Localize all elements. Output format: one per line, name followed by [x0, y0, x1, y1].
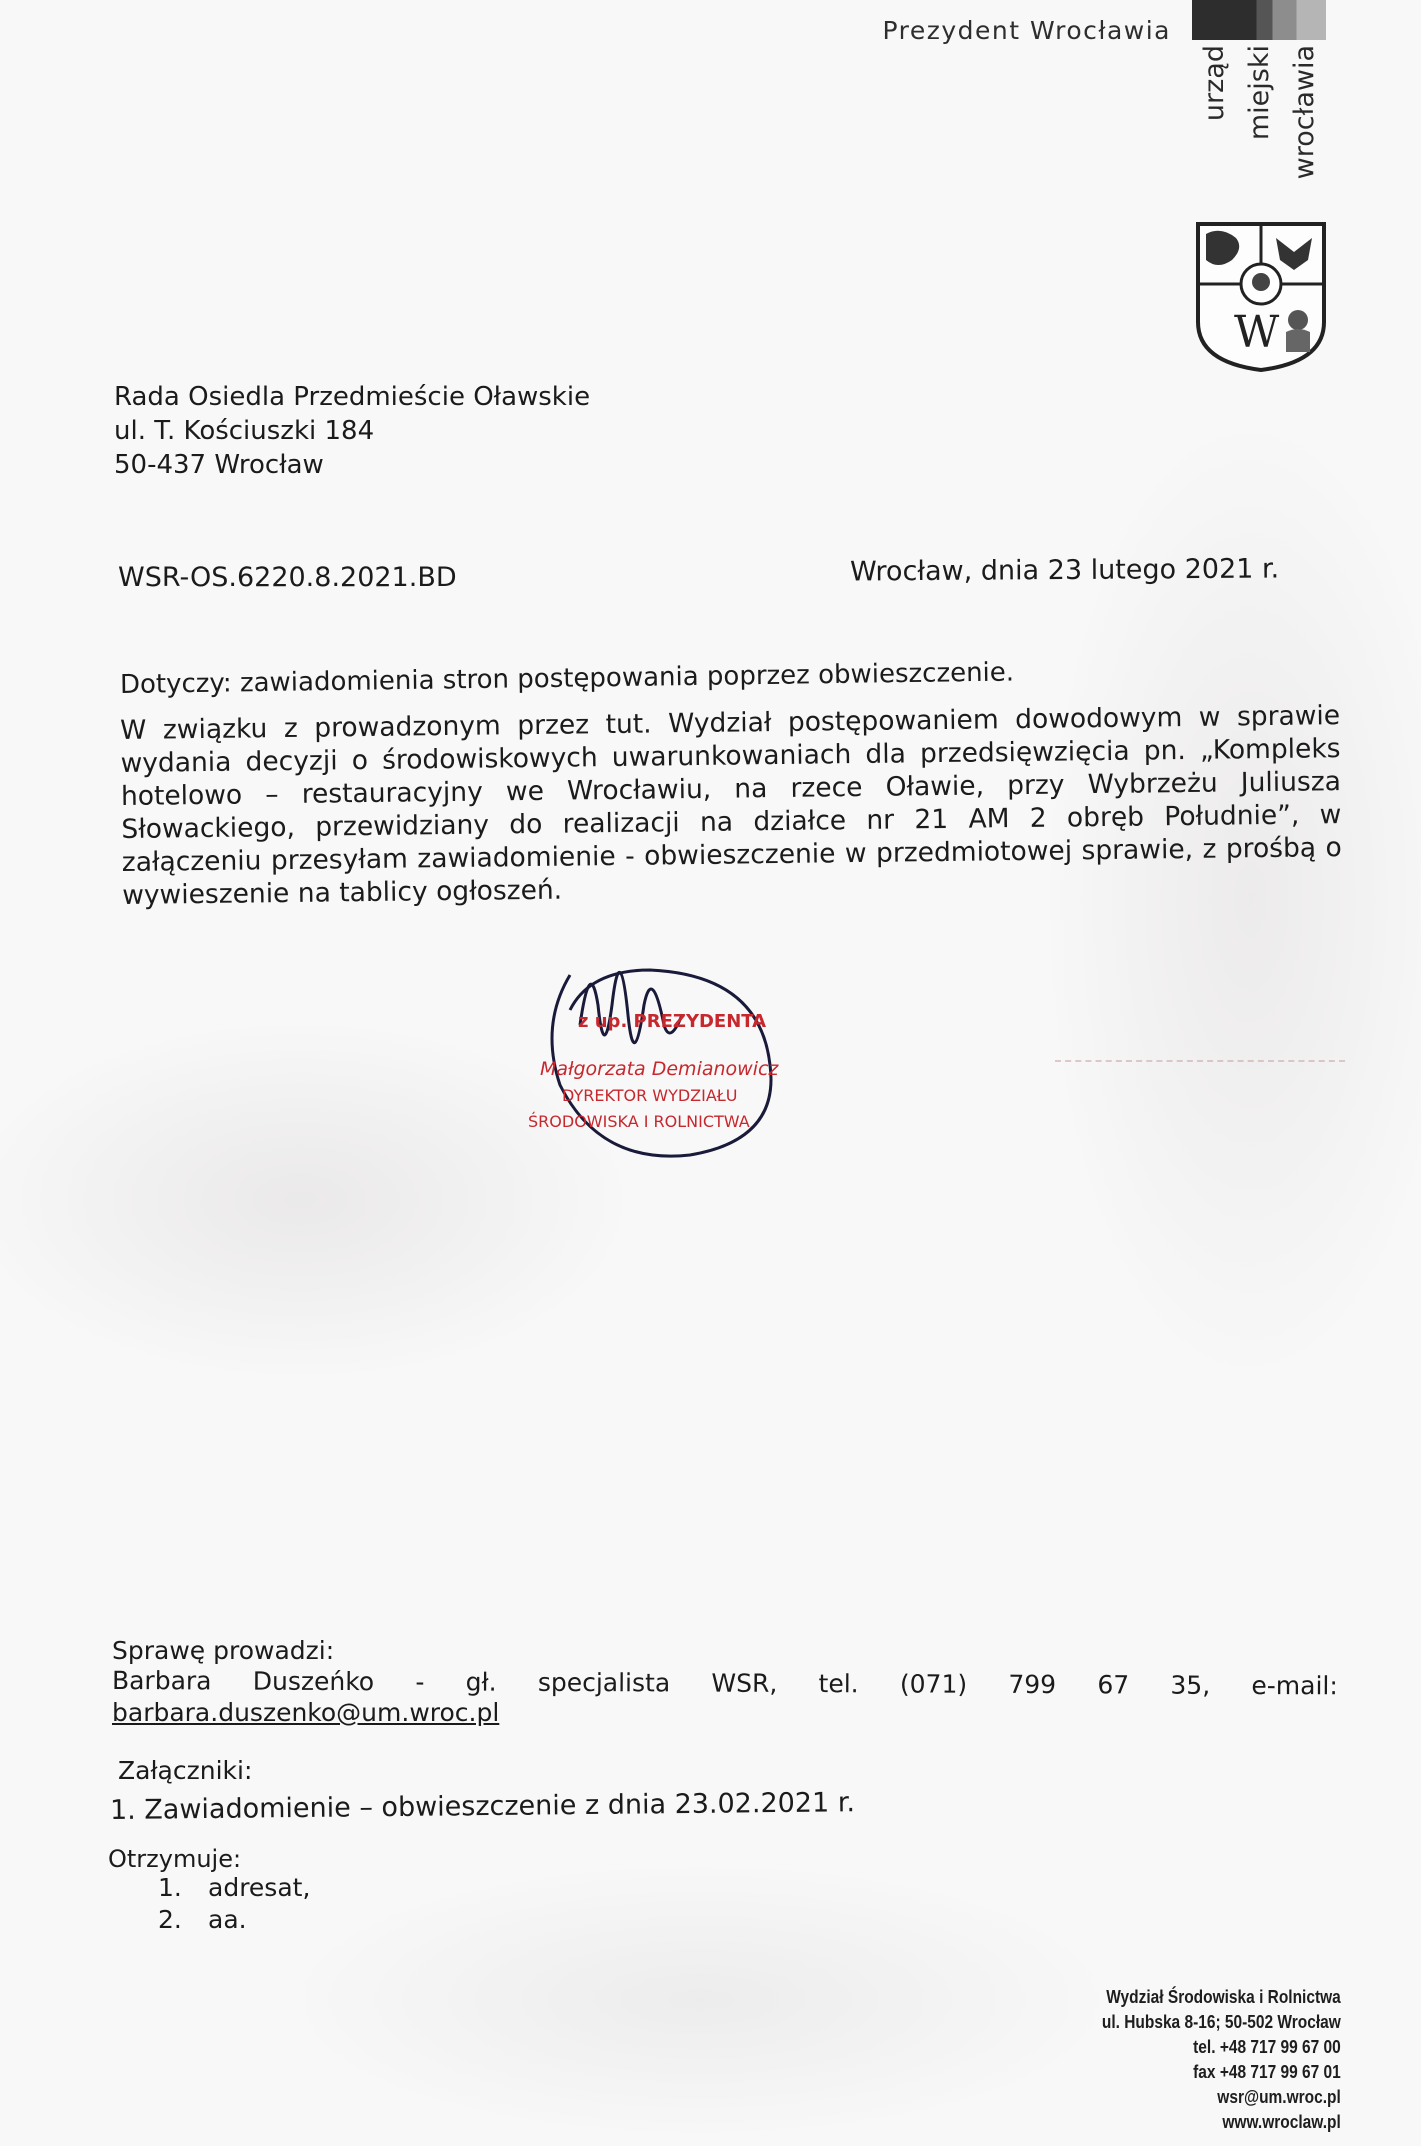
stamp-line-4: ŚRODOWISKA I ROLNICTWA	[528, 1112, 750, 1131]
recipient-address	[114, 380, 590, 482]
reference-number: WSR-OS.6220.8.2021.BD	[118, 562, 457, 593]
footer-email[interactable]: wsr@um.wroc.pl	[1217, 2087, 1341, 2107]
recipient-city: 50-437 Wrocław	[114, 450, 324, 480]
logo-word-2: miejski	[1244, 45, 1275, 141]
handled-part: tel.	[818, 1669, 859, 1699]
date-line: Wrocław, dnia 23 lutego 2021 r.	[849, 553, 1280, 588]
subject-line: Dotyczy: zawiadomienia stron postępowania poprzez obwieszczenie.	[119, 657, 1015, 700]
handled-part: gł.	[465, 1667, 497, 1697]
footer-fax: fax +48 717 99 67 01	[1193, 2062, 1341, 2082]
logo-word-3: wrocławia	[1289, 45, 1320, 180]
handled-part: e-mail:	[1251, 1670, 1338, 1701]
logo-word-1: urząd	[1199, 45, 1230, 122]
recipients-label: Otrzymuje:	[108, 1845, 242, 1873]
footer-contact	[1102, 1985, 1341, 2135]
handled-part: 799	[1008, 1669, 1057, 1700]
recipients-list	[158, 1872, 310, 1936]
handler-email-link[interactable]: barbara.duszenko@um.wroc.pl	[112, 1698, 500, 1727]
attachment-item: 1. Zawiadomienie – obwieszczenie z dnia 23.02.2021 r.	[109, 1787, 856, 1826]
list-item-text: adresat,	[208, 1873, 311, 1902]
crest-letter: W	[1234, 307, 1280, 358]
footer-address: ul. Hubska 8-16; 50-502 Wrocław	[1102, 2012, 1341, 2032]
handled-by-line	[112, 1666, 1338, 1700]
signature-stamp	[510, 935, 850, 1185]
faint-mark	[1055, 1060, 1345, 1062]
handled-part: 67	[1097, 1670, 1130, 1700]
attachments-label: Załączniki:	[118, 1756, 253, 1785]
handled-part: specjalista	[537, 1667, 671, 1698]
recipient-name: Rada Osiedla Przedmieście Oławskie	[114, 382, 591, 412]
list-item-number: 1.	[158, 1873, 182, 1902]
list-item	[158, 1904, 310, 1936]
header-title: Prezydent Wrocławia	[882, 16, 1171, 45]
handled-part: Duszeńko	[252, 1666, 375, 1697]
stamp-line-2: Małgorzata Demianowicz	[540, 1058, 779, 1080]
handled-part: -	[415, 1667, 425, 1697]
logo-text	[1192, 45, 1326, 205]
handled-part: (071)	[899, 1669, 968, 1699]
handled-part: Barbara	[111, 1666, 212, 1696]
stamp-line-1: z up. PREZYDENTA	[578, 1011, 767, 1032]
handled-part: WSR,	[711, 1668, 778, 1698]
list-item	[158, 1872, 310, 1904]
footer-web[interactable]: www.wroclaw.pl	[1222, 2112, 1341, 2132]
list-item-number: 2.	[158, 1905, 182, 1934]
body-paragraph: W związku z prowadzonym przez tut. Wydział postępowaniem dowodowym w sprawie wydania decyzji o środowiskowych uwarunkowaniach dla przedsięwzięcia pn. „Kompleks hotelowo – restauracyjny we Wrocławiu, na rzece Oławie, przy Wybrzeżu Juliusza Słowackiego, przewidziany do realizacji na działce nr 21 AM 2 obręb Południe”, w załączeniu przesyłam zawiadomienie - obwieszczenie w przedmiotowej sprawie, z prośbą o wywieszenie na tablicy ogłoszeń.	[120, 700, 1342, 911]
logo-color-bar	[1192, 0, 1326, 40]
recipient-street: ul. T. Kościuszki 184	[114, 416, 375, 446]
stamp-line-3: DYREKTOR WYDZIAŁU	[562, 1086, 738, 1105]
handled-part: 35,	[1170, 1670, 1211, 1700]
footer-dept: Wydział Środowiska i Rolnictwa	[1106, 1987, 1341, 2007]
wroclaw-crest-icon	[1194, 222, 1328, 372]
footer-tel: tel. +48 717 99 67 00	[1193, 2037, 1341, 2057]
handled-by-label: Sprawę prowadzi:	[112, 1636, 335, 1665]
list-item-text: aa.	[208, 1905, 247, 1934]
